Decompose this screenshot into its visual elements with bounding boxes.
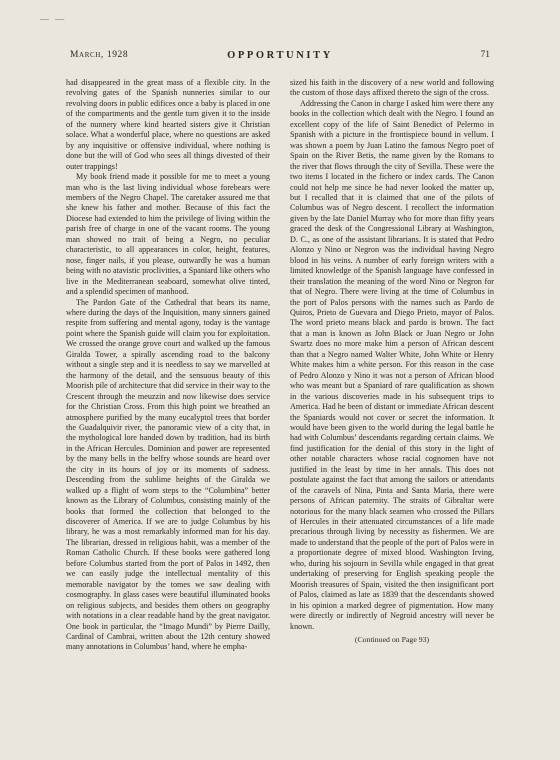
page-number: 71 (480, 50, 490, 60)
left-column (66, 78, 270, 653)
running-header (70, 50, 490, 66)
page-marks: — — (40, 14, 67, 24)
right-column (290, 78, 494, 645)
paragraph: My book friend made it possible for me to meet a young man who is the last living individual whose forebears were members of the Negro Chapel. The caretaker assured me that she knew his father and mother. Because of this fact the Diocese had extended to him the privilege of living within the parish free of charge in one of the vacant rooms. The young man showed no trait of being a Negro, no peculiar characteristic, to all appearances in color, height, features, nose, finger nails, if you please, outwardly he was a human being with no atavistic proclivities, a Spaniard like others who live in the Mediterranean seaboard, somewhat olive tinted, and a splendid specimen of manhood. (66, 172, 270, 297)
paragraph: had disappeared in the great mass of a flexible city. In the revolving gates of the Spanish nunneries similar to our revolving doors in public edifices once a baby is placed in one of the compartments and the gentle turn given it to the inside of the nunnery where kind hearted sisters give it Christian solace. What a wonderful place, where no questions are asked by any inquisitive or offensive individual, where nothing is done but the will of God who sees all things divested of their outer trappings! (66, 78, 270, 171)
issue-date: March, 1928 (70, 50, 129, 60)
paragraph: Addressing the Canon in charge I asked him were there any books in the collection which dealt with the Negro. I found an excellent copy of the life of Saint Benedict of Pelermo in Spanish with a picture in the frontispiece bound in vellum. I was shown a poem by Juan Latino the famous Negro poet of Spain on the River Betis, the name given by the Romans to the river that flows through the city of Sevilla. These were the two items I located in the fichero or index cards. The Canon could not help me since he had never looked the matter up, but I recalled that it is claimed that one of the pilots of Columbus was of Negro descent. I recollect the information given by the late Daniel Murray who for more than fifty years graced the desk of the Congressional Library at Washington, D. C., as one of the assistant librarians. It is stated that Pedro Alonzo y Nino or Negron was the individual having Negro blood in his veins. A number of early foreign writers with a limited knowledge of the Spanish language have confessed in their translation the meaning of the word Nino or Negron for that of Negro. There were living at the time of Columbus in the port of Palos persons with the names such as Pardo de Quiros, Prieto de Guevara and Diego Prieto, mayor of Palos. The word prieto means black and pardo is brown. The fact that a man is known as John Black or Juan Negro or John Swartz does no more make him a person of African descent than that a Negro named Walter White, John White or Henry White makes him a white person. For this reason in the case of Pedro Alonzo y Nino it was not a person of African blood who was meant but a Spaniard of rare qualification as shown in the various discoveries made in his subsequent trips to America. Had he been of distant or immediate African descent the Spaniards would not cover or secret the information. It would have been given to the world during the legal battle he had with Columbus’ descendants regarding certain claims. We find justification for the denial of this story in the light of other notable characters whose racial cognomen have not justified in the least by time in her annals. This does not postulate against the fact that among the sailors or attendants of the caravels of Nina, Pinta and Santa Maria, there were persons of African paternity. The straits of Gibraltar were notorious for the many black seamen who crossed the Pillars of Hercules in their attenuated circumstances of a life made precarious through living by necessity as fishermen. We are made to understand that the people of the port of Palos were in a proportionate degree of mixed blood. Washington Irving, who, during his sojourn in Sevilla while engaged in that great undertaking of preserving for English speaking people the Moorish treasures of Spain, visited the then insignificant port of Palos, claimed as late as 1839 that the descendants showed in his opinion a marked degree of pigmentation. How many were directly or indirectly of Negroid ancestry will never be known. (290, 98, 494, 631)
paragraph: sized his faith in the discovery of a new world and following the custom of those days affixed thereto the sign of the cross. (290, 78, 494, 98)
continued-note: (Continued on Page 93) (354, 635, 430, 645)
paragraph: The Pardon Gate of the Cathedral that bears its name, where during the days of the Inquisition, many sinners gained respite from suffering and mental agony, today is the vantage point where the Spanish guide will claim you for exploitation. We crossed the orange grove court and walked up the famous Giralda Tower, a spirally ascending road to the balcony without a single step and it is needless to say we marvelled at the harmony of the detail, and the sensuous beauty of this Moorish pile of architecture that did service in their way to the Crescent through the meuzzin and now likewise does service for the Christian Cross. From this high point we breathed an atmosphere purified by the many eucalyptol trees that border the Guadalquivir river, the panoramic view of a city that, in the mythological lore handed down by tradition, had its birth in the African Hercules. Dominion and power are represented by the many bells in the belfry whose sounds are heard over the city in its hours of joy or its moments of sadness. Descending from the sublime heights of the Giralda we walked up a flight of worn steps to the “Columbina” better known as the Library of Columbus, consisting mainly of the books that formed the collection that belonged to the discoverer of America. If we are to judge Columbus by his library, he was a most remarkably informed man for his day. The librarian, dressed in religious habit, was a member of the Roman Catholic Church. If these books were gathered long before Columbus started from the port of Palos in 1492, then we can easily judge the intellectual mentality of this memorable navigator by the tomes we saw dealing with cosmography. In glass cases were beautiful illuminated books on religious subjects, and besides them others on geography with notations in a clear readable hand by the great navigator. One book in particular, the “Imago Mundi” by Pierre Dailly, Cardinal of Cambrai, written about the 12th century showed many annotations in Columbus’ hand, where he empha- (66, 297, 270, 652)
magazine-title: OPPORTUNITY (227, 50, 333, 61)
